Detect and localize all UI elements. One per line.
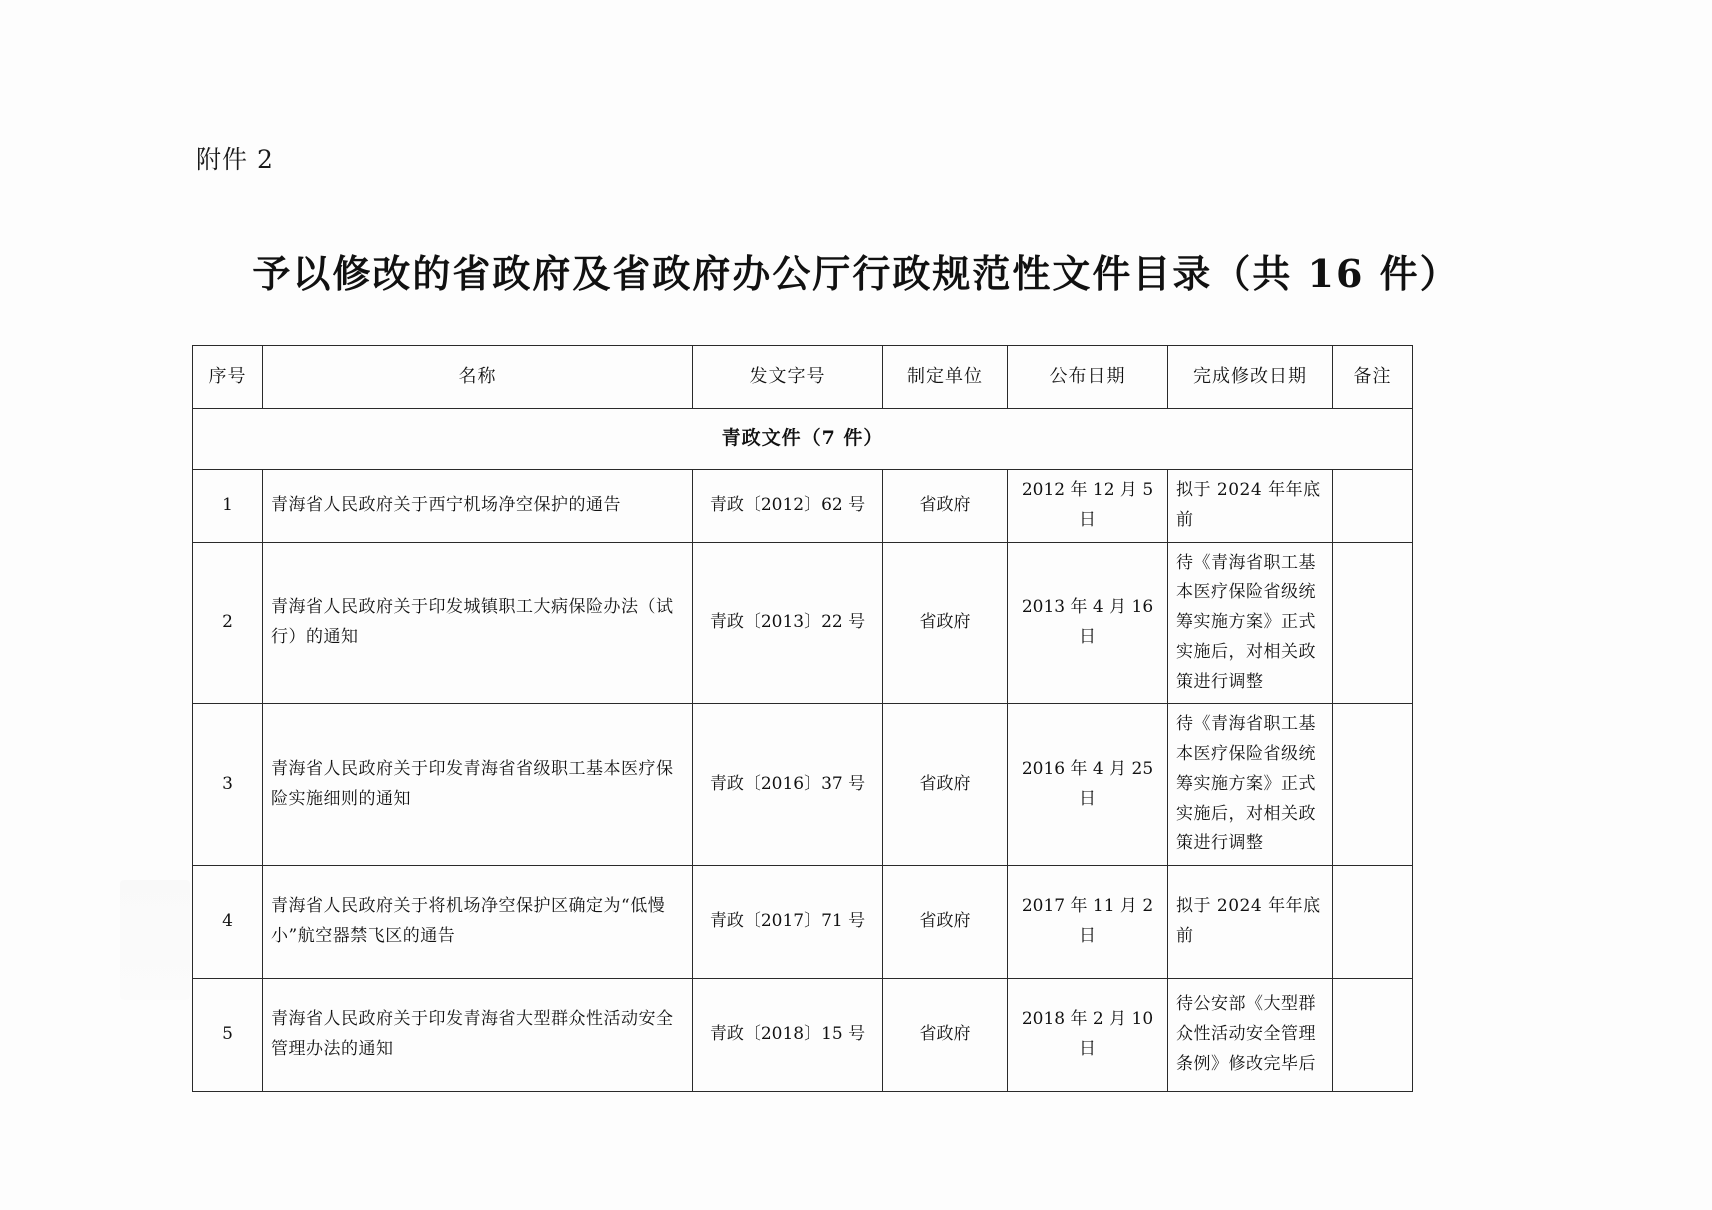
cell-name: 青海省人民政府关于印发青海省大型群众性活动安全管理办法的通知 — [263, 979, 693, 1092]
cell-doc-number: 青政〔2012〕62 号 — [693, 470, 883, 543]
table-row — [193, 542, 1413, 704]
cell-publish-date: 2016 年 4 月 25 日 — [1008, 704, 1168, 866]
table-section-row — [193, 409, 1413, 470]
section-title: 青政文件（7 件） — [193, 409, 1413, 470]
cell-seq: 5 — [193, 979, 263, 1092]
header-seq: 序号 — [193, 346, 263, 409]
table-row — [193, 704, 1413, 866]
cell-finish-date: 待公安部《大型群众性活动安全管理条例》修改完毕后 — [1168, 979, 1333, 1092]
table-row — [193, 470, 1413, 543]
cell-name: 青海省人民政府关于将机场净空保护区确定为“低慢小”航空器禁飞区的通告 — [263, 866, 693, 979]
cell-doc-number: 青政〔2018〕15 号 — [693, 979, 883, 1092]
page-title: 予以修改的省政府及省政府办公厅行政规范性文件目录（共 16 件） — [252, 251, 1460, 296]
cell-publish-date: 2017 年 11 月 2 日 — [1008, 866, 1168, 979]
header-doc-number: 发文字号 — [693, 346, 883, 409]
cell-name: 青海省人民政府关于印发城镇职工大病保险办法（试行）的通知 — [263, 542, 693, 704]
cell-note — [1333, 866, 1413, 979]
header-finish-date: 完成修改日期 — [1168, 346, 1333, 409]
cell-issuing-unit: 省政府 — [883, 979, 1008, 1092]
cell-finish-date: 待《青海省职工基本医疗保险省级统筹实施方案》正式实施后，对相关政策进行调整 — [1168, 704, 1333, 866]
cell-publish-date: 2012 年 12 月 5 日 — [1008, 470, 1168, 543]
cell-issuing-unit: 省政府 — [883, 542, 1008, 704]
header-note: 备注 — [1333, 346, 1413, 409]
cell-doc-number: 青政〔2017〕71 号 — [693, 866, 883, 979]
cell-issuing-unit: 省政府 — [883, 470, 1008, 543]
paper-watermark — [120, 880, 190, 1000]
cell-note — [1333, 979, 1413, 1092]
table-row — [193, 866, 1413, 979]
catalog-table — [192, 345, 1413, 1092]
cell-doc-number: 青政〔2013〕22 号 — [693, 542, 883, 704]
header-issuing-unit: 制定单位 — [883, 346, 1008, 409]
cell-note — [1333, 704, 1413, 866]
cell-finish-date: 待《青海省职工基本医疗保险省级统筹实施方案》正式实施后，对相关政策进行调整 — [1168, 542, 1333, 704]
cell-finish-date: 拟于 2024 年年底前 — [1168, 866, 1333, 979]
cell-doc-number: 青政〔2016〕37 号 — [693, 704, 883, 866]
cell-seq: 2 — [193, 542, 263, 704]
header-publish-date: 公布日期 — [1008, 346, 1168, 409]
header-name: 名称 — [263, 346, 693, 409]
cell-note — [1333, 542, 1413, 704]
cell-name: 青海省人民政府关于印发青海省省级职工基本医疗保险实施细则的通知 — [263, 704, 693, 866]
cell-seq: 4 — [193, 866, 263, 979]
table-row — [193, 979, 1413, 1092]
cell-publish-date: 2018 年 2 月 10 日 — [1008, 979, 1168, 1092]
catalog-table-wrapper — [192, 345, 1392, 1092]
cell-seq: 3 — [193, 704, 263, 866]
cell-seq: 1 — [193, 470, 263, 543]
cell-issuing-unit: 省政府 — [883, 866, 1008, 979]
cell-publish-date: 2013 年 4 月 16 日 — [1008, 542, 1168, 704]
attachment-label: 附件 2 — [196, 145, 274, 174]
cell-note — [1333, 470, 1413, 543]
cell-finish-date: 拟于 2024 年年底前 — [1168, 470, 1333, 543]
cell-name: 青海省人民政府关于西宁机场净空保护的通告 — [263, 470, 693, 543]
table-header-row — [193, 346, 1413, 409]
cell-issuing-unit: 省政府 — [883, 704, 1008, 866]
